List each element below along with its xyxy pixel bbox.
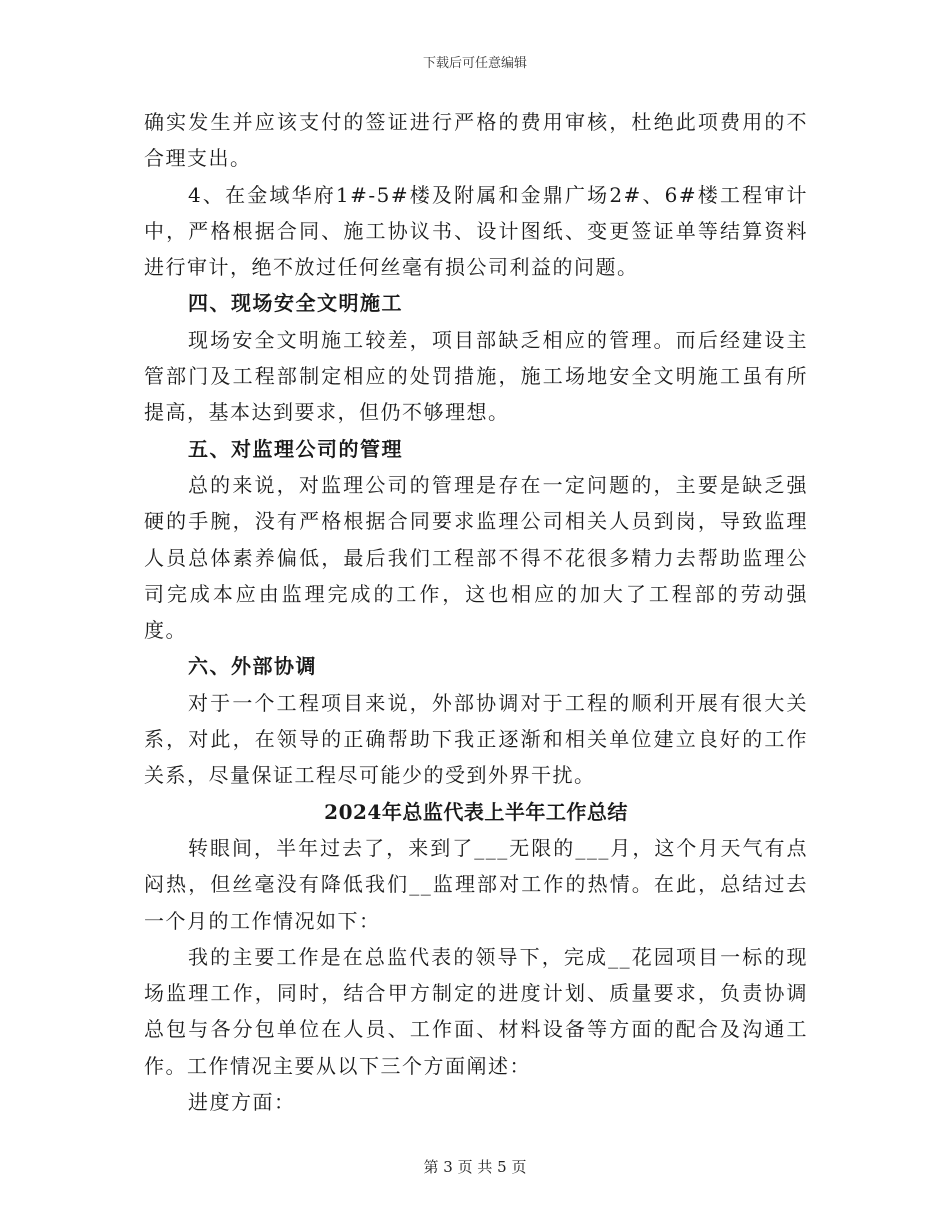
paragraph: 我的主要工作是在总监代表的领导下，完成__花园项目一标的现场监理工作，同时，结合甲方制定的进度计划、质量要求，负责协调总包与各分包单位在人员、工作面、材料设备等方面的配合及沟通工作。工作情况主要从以下三个方面阐述： [144, 944, 808, 1078]
paragraph: 对于一个工程项目来说，外部协调对于工程的顺利开展有很大关系，对此，在领导的正确帮助下我正逐渐和相关单位建立良好的工作关系，尽量保证工程尽可能少的受到外界干扰。 [144, 690, 808, 788]
page-header: 下载后可任意编辑 [422, 56, 527, 71]
page-footer: 第 3 页 共 5 页 [423, 1158, 527, 1176]
paragraph: 进度方面： [188, 1090, 296, 1115]
section-heading: 五、对监理公司的管理 [188, 436, 403, 461]
document-body [144, 104, 808, 1120]
paragraph: 确实发生并应该支付的签证进行严格的费用审核，杜绝此项费用的不合理支出。 [144, 110, 808, 171]
paragraph: 现场安全文明施工较差，项目部缺乏相应的管理。而后经建设主管部门及工程部制定相应的处罚措施，施工场地安全文明施工虽有所提高，基本达到要求，但仍不够理想。 [144, 327, 808, 425]
section-heading: 四、现场安全文明施工 [188, 291, 403, 316]
section-heading: 六、外部协调 [188, 654, 317, 679]
paragraph: 4、在金域华府1#-5#楼及附属和金鼎广场2#、6#楼工程审计中，严格根据合同、施工协议书、设计图纸、变更签证单等结算资料进行审计，绝不放过任何丝毫有损公司利益的问题。 [144, 182, 808, 280]
paragraph: 转眼间，半年过去了，来到了___无限的___月，这个月天气有点闷热，但丝毫没有降低我们__监理部对工作的热情。在此，总结过去一个月的工作情况如下： [144, 835, 808, 933]
document-title: 2024年总监代表上半年工作总结 [324, 799, 628, 824]
paragraph: 总的来说，对监理公司的管理是存在一定问题的，主要是缺乏强硬的手腕，没有严格根据合同要求监理公司相关人员到岗，导致监理人员总体素养偏低，最后我们工程部不得不花很多精力去帮助监理公司完成本应由监理完成的工作，这也相应的加大了工程部的劳动强度。 [144, 472, 808, 643]
